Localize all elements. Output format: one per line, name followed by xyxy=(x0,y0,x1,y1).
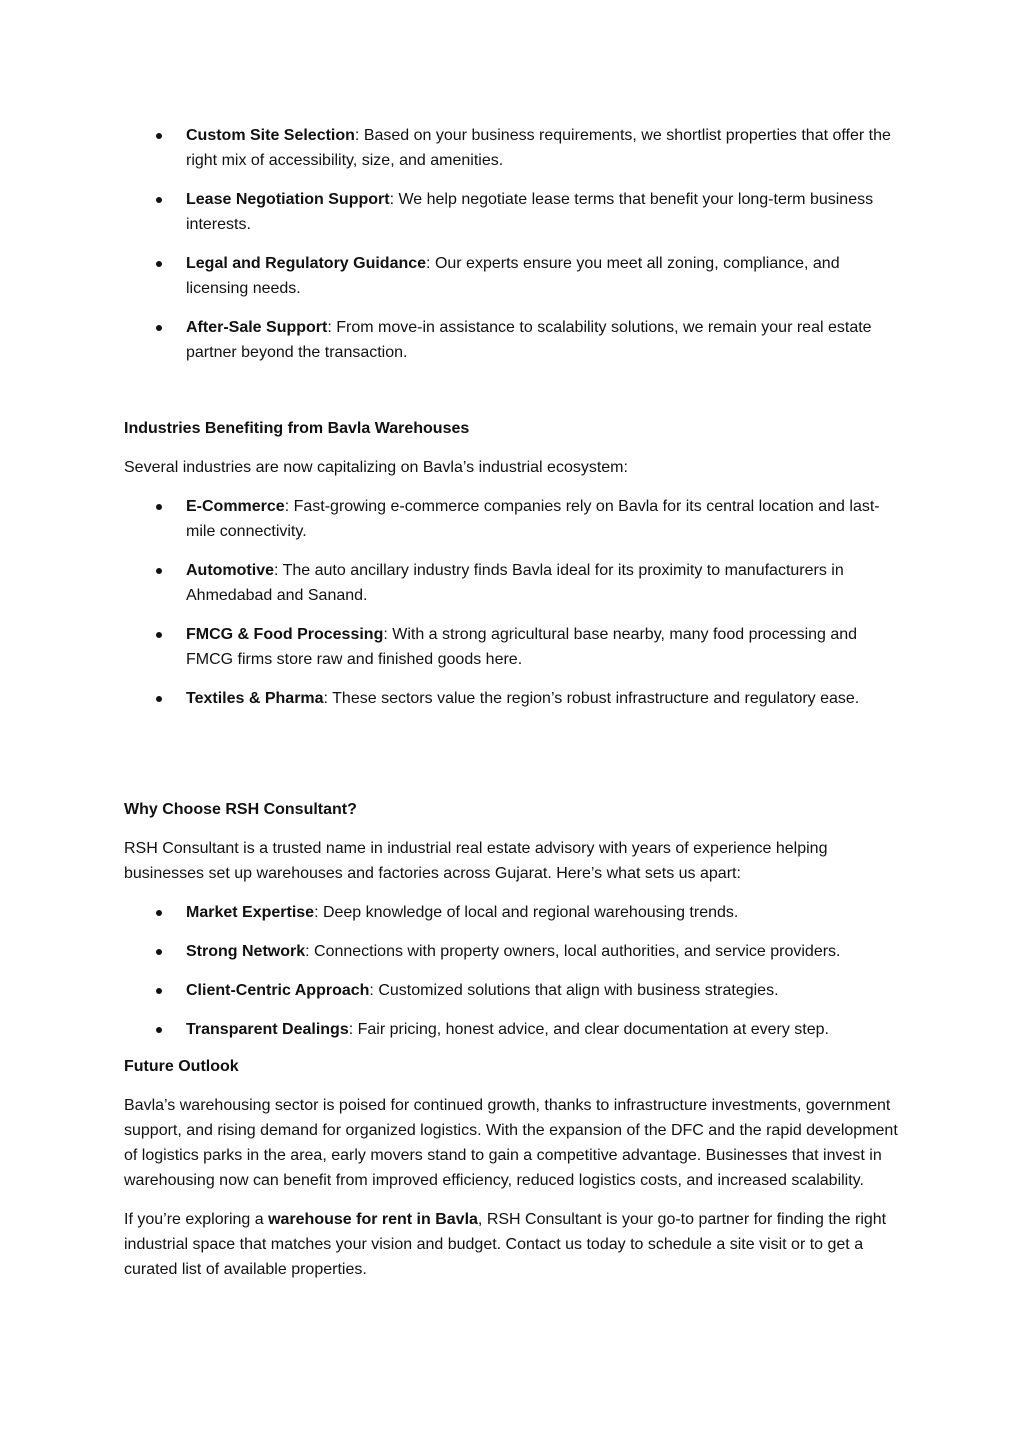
list-item: FMCG & Food Processing: With a strong agricultural base nearby, many food processing and FMCG firms store raw and finished goods here. xyxy=(124,622,904,672)
why-section xyxy=(124,797,904,1056)
keyword-bold: warehouse for rent in Bavla xyxy=(268,1211,478,1228)
why-list xyxy=(124,900,904,1042)
section-intro: RSH Consultant is a trusted name in industrial real estate advisory with years of experience helping businesses set up warehouses and factories across Gujarat. Here’s what sets us apart: xyxy=(124,840,828,882)
list-item: Strong Network: Connections with property owners, local authorities, and service providers. xyxy=(124,939,904,964)
list-item: E-Commerce: Fast-growing e-commerce companies rely on Bavla for its central location and last-mile connectivity. xyxy=(124,494,904,544)
list-item: Automotive: The auto ancillary industry finds Bavla ideal for its proximity to manufacturers in Ahmedabad and Sanand. xyxy=(124,558,904,608)
bullet-icon xyxy=(156,261,162,267)
services-list xyxy=(124,123,904,365)
list-item: Market Expertise: Deep knowledge of local and regional warehousing trends. xyxy=(124,900,904,925)
list-item: Client-Centric Approach: Customized solutions that align with business strategies. xyxy=(124,978,904,1003)
section-intro: Several industries are now capitalizing on Bavla’s industrial ecosystem: xyxy=(124,459,628,476)
list-item: Textiles & Pharma: These sectors value the region’s robust infrastructure and regulatory ease. xyxy=(124,686,904,711)
bullet-icon xyxy=(156,632,162,638)
bullet-icon xyxy=(156,1027,162,1033)
industries-list xyxy=(124,494,904,711)
list-item: After-Sale Support: From move-in assistance to scalability solutions, we remain your real estate partner beyond the transaction. xyxy=(124,315,904,365)
section-heading: Industries Benefiting from Bavla Warehouses xyxy=(124,420,470,437)
bullet-icon xyxy=(156,504,162,510)
list-item: Transparent Dealings: Fair pricing, honest advice, and clear documentation at every step. xyxy=(124,1017,904,1042)
outlook-paragraph: Bavla’s warehousing sector is poised for continued growth, thanks to infrastructure investments, government support, and rising demand for organized logistics. With the expansion of the DFC and the rapid development of logistics parks in the area, early movers stand to gain a competitive advantage. Businesses that invest in warehousing now can benefit from improved efficiency, reduced logistics costs, and increased scalability. xyxy=(124,1097,898,1189)
bullet-icon xyxy=(156,949,162,955)
list-item: Legal and Regulatory Guidance: Our experts ensure you meet all zoning, compliance, and licensing needs. xyxy=(124,251,904,301)
bullet-icon xyxy=(156,133,162,139)
bullet-icon xyxy=(156,988,162,994)
bullet-icon xyxy=(156,910,162,916)
outlook-section xyxy=(124,1054,904,1282)
list-item: Custom Site Selection: Based on your business requirements, we shortlist properties that offer the right mix of accessibility, size, and amenities. xyxy=(124,123,904,173)
section-heading: Future Outlook xyxy=(124,1058,239,1075)
section-heading: Why Choose RSH Consultant? xyxy=(124,801,357,818)
industries-section xyxy=(124,416,904,725)
services-section xyxy=(124,123,904,379)
bullet-icon xyxy=(156,568,162,574)
list-item: Lease Negotiation Support: We help negotiate lease terms that benefit your long-term business interests. xyxy=(124,187,904,237)
closing-paragraph: If you’re exploring a warehouse for rent in Bavla, RSH Consultant is your go-to partner for finding the right industrial space that matches your vision and budget. Contact us today to schedule a site visit or to get a curated list of available properties. xyxy=(124,1211,887,1278)
bullet-icon xyxy=(156,696,162,702)
bullet-icon xyxy=(156,325,162,331)
bullet-icon xyxy=(156,197,162,203)
